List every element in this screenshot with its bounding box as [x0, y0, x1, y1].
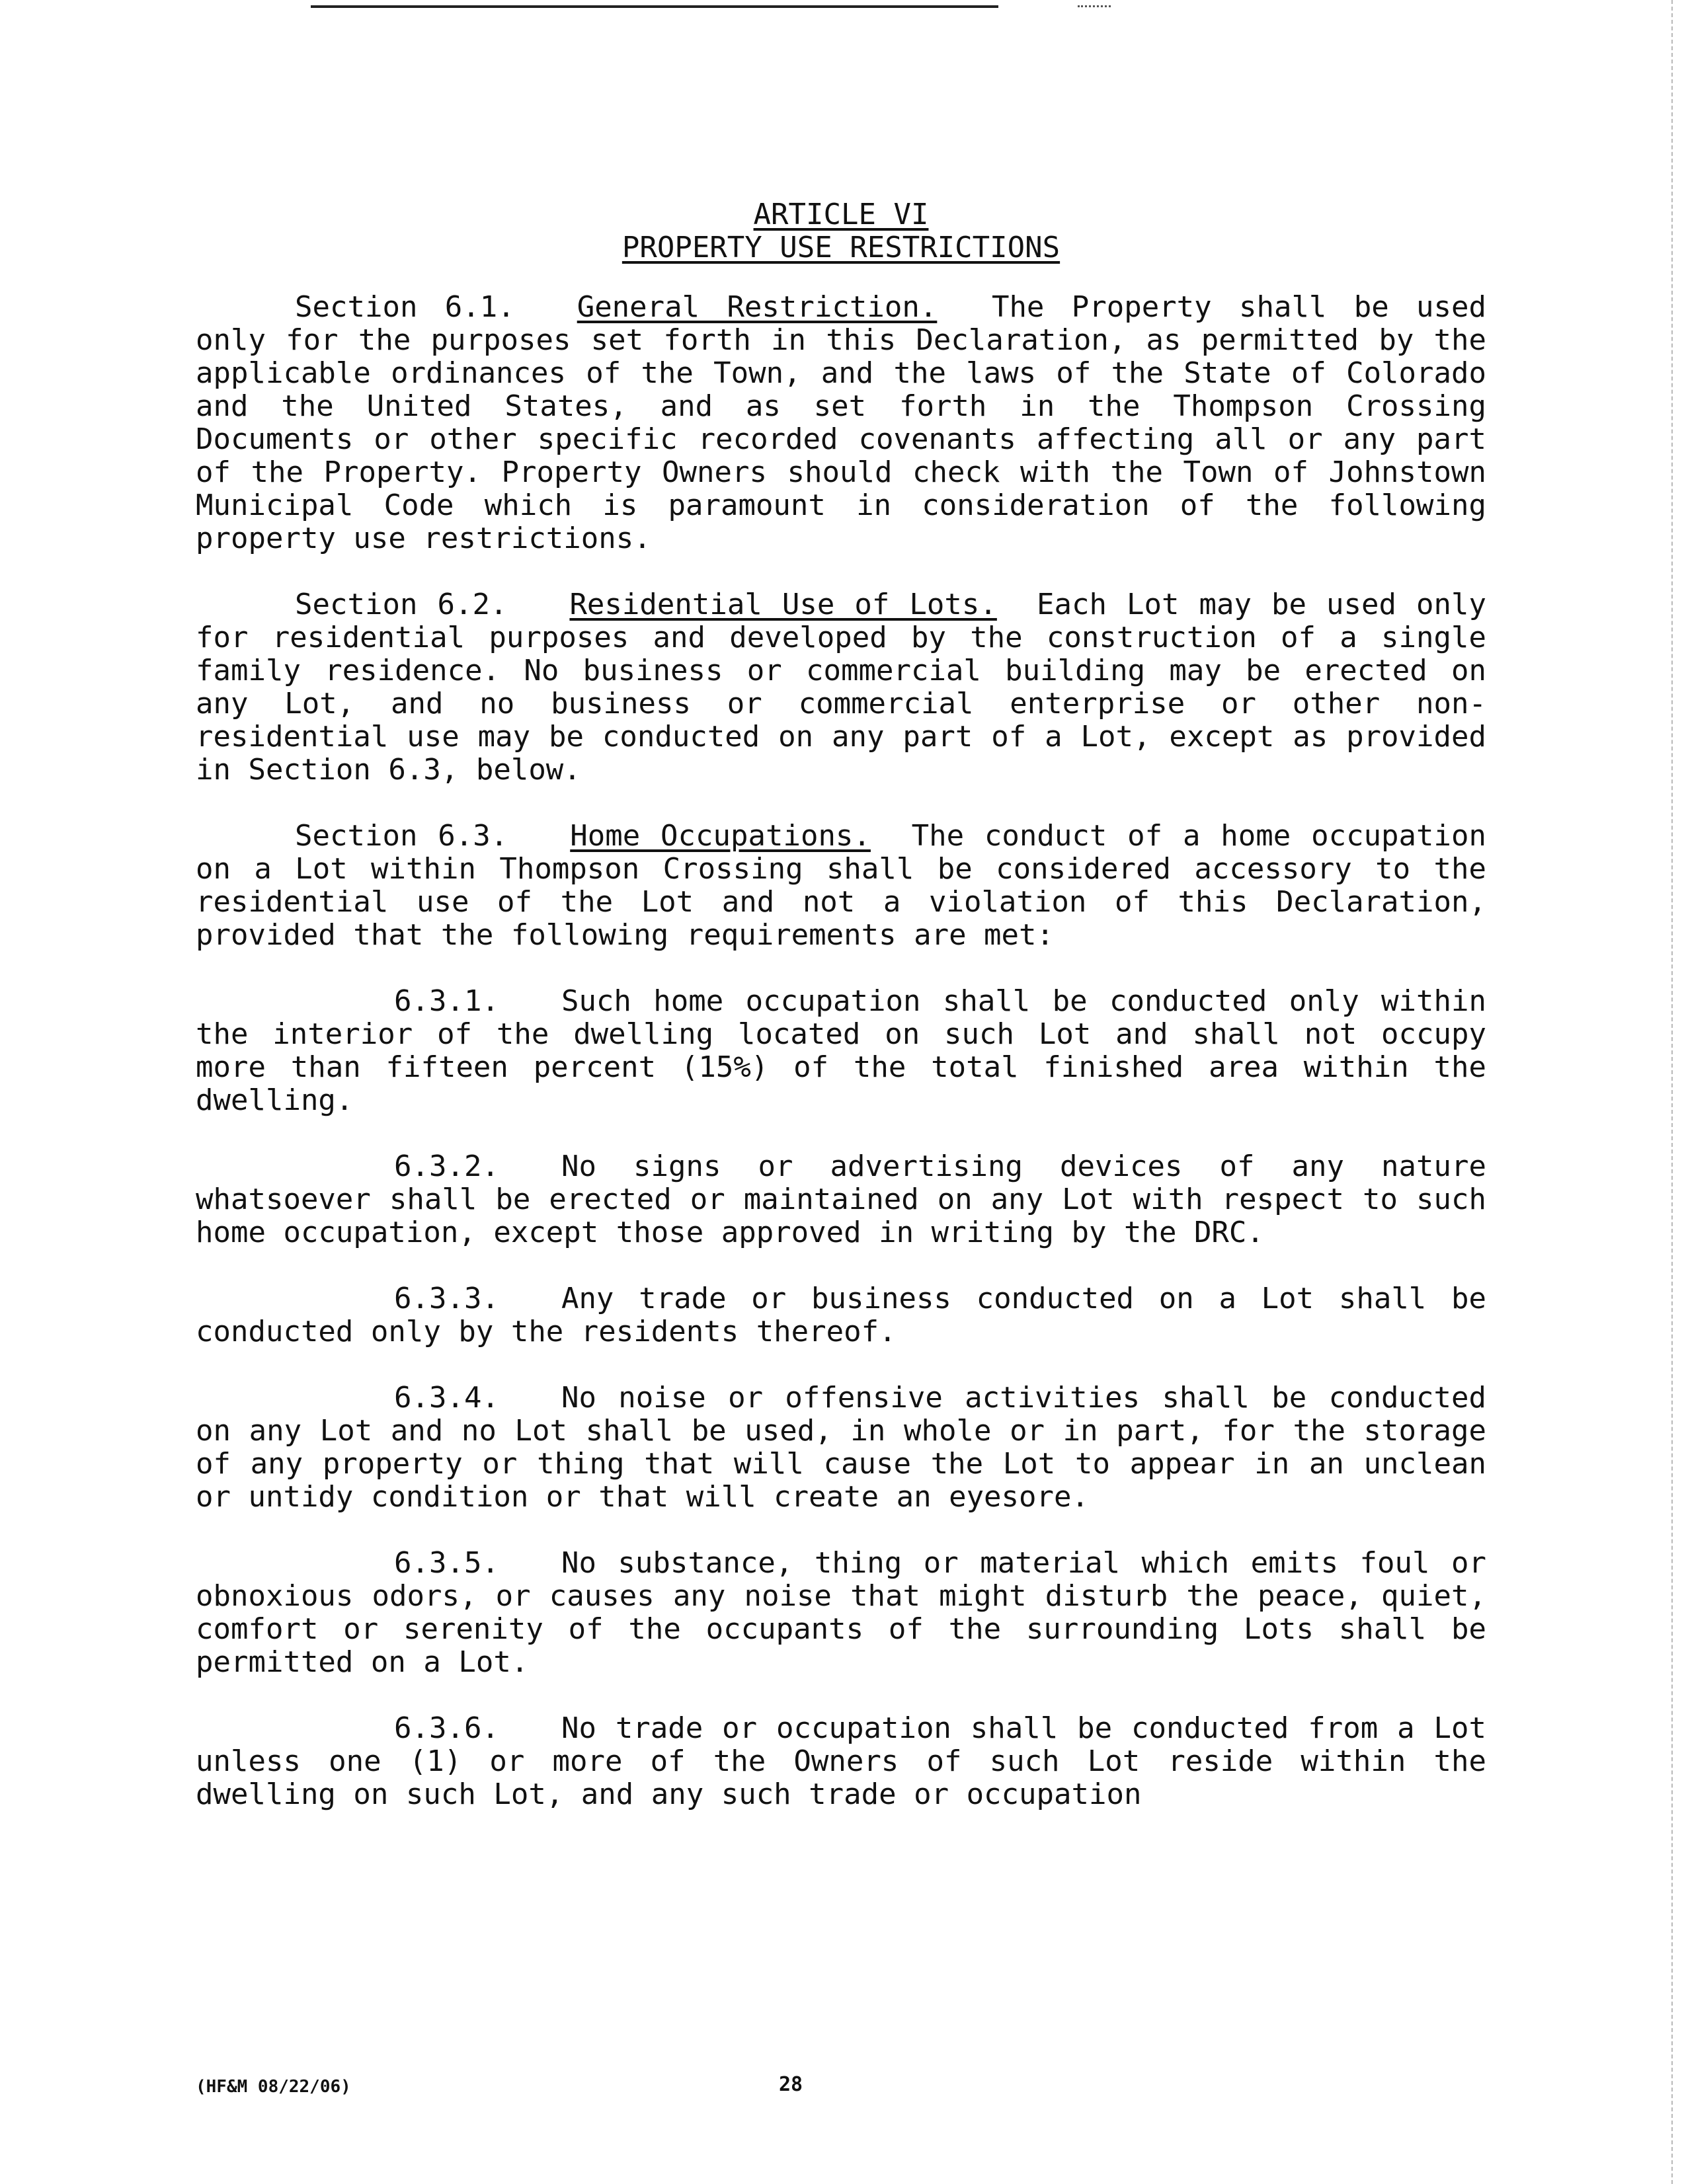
section-text: The Property shall be used only for the purposes set forth in this Declaration, as permitted by the applicable ordinances of the Town, and the laws of the State of Colorado and the United States, and as set forth in the Thompson Crossing Documents or other specific recorded covenants affecting all or any part of the Property. Property Owners should check with the Town of Johnstown Municipal Code which is paramount in consideration of the following property use restrictions.	[196, 290, 1486, 555]
article-heading	[196, 198, 1486, 264]
subsection-text: No substance, thing or material which emits foul or obnoxious odors, or causes any noise that might disturb the peace, quiet, comfort or serenity of the occupants of the surrounding Lots shall be permitted on a Lot.	[196, 1546, 1486, 1679]
section-label: Section 6.2.	[295, 588, 508, 621]
section-6-2	[196, 588, 1486, 787]
subsection-6-3-3	[196, 1282, 1486, 1348]
scan-edge	[1671, 0, 1673, 2184]
subsection-6-3-4	[196, 1382, 1486, 1514]
subsection-label: 6.3.1.	[394, 984, 499, 1018]
section-label: Section 6.3.	[295, 819, 508, 853]
subsection-label: 6.3.6.	[394, 1711, 499, 1745]
subsection-text: Such home occupation shall be conducted only within the interior of the dwelling located on such Lot and shall not occupy more than fifteen percent (15%) of the total finished area within the dwelling.	[196, 984, 1486, 1117]
section-heading: Home Occupations.	[570, 819, 871, 853]
section-6-3	[196, 820, 1486, 952]
subsection-label: 6.3.3.	[394, 1282, 499, 1315]
section-heading: General Restriction.	[577, 290, 938, 324]
subsection-text: No noise or offensive activities shall be conducted on any Lot and no Lot shall be used, in whole or in part, for the storage of any property or thing that will cause the Lot to appear in an unclean or untidy condition or that will create an eyesore.	[196, 1381, 1486, 1514]
top-rule	[311, 5, 998, 8]
article-title: PROPERTY USE RESTRICTIONS	[621, 231, 1061, 264]
document-id: (HF&M 08/22/06)	[196, 2077, 351, 2097]
subsection-6-3-6	[196, 1712, 1486, 1811]
top-rule-fragment	[1078, 5, 1111, 7]
subsection-6-3-1	[196, 985, 1486, 1117]
subsection-text: Any trade or business conducted on a Lot shall be conducted only by the residents thereof.	[196, 1282, 1486, 1348]
article-number: ARTICLE VI	[753, 198, 929, 231]
subsection-text: No trade or occupation shall be conducted from a Lot unless one (1) or more of the Owners of such Lot reside within the dwelling on such Lot, and any such trade or occupation	[196, 1711, 1486, 1811]
section-label: Section 6.1.	[295, 290, 515, 324]
section-text: The conduct of a home occupation on a Lot within Thompson Crossing shall be considered accessory to the residential use of the Lot and not a violation of this Declaration, provided that the following requirements are met:	[196, 819, 1486, 952]
subsection-6-3-2	[196, 1150, 1486, 1249]
subsection-label: 6.3.5.	[394, 1546, 499, 1580]
subsection-text: No signs or advertising devices of any nature whatsoever shall be erected or maintained on any Lot with respect to such home occupation, except those approved in writing by the DRC.	[196, 1150, 1486, 1249]
document-page	[196, 198, 1486, 1811]
section-6-1	[196, 291, 1486, 555]
section-heading: Residential Use of Lots.	[569, 588, 997, 621]
subsection-label: 6.3.4.	[394, 1381, 499, 1415]
subsection-label: 6.3.2.	[394, 1150, 499, 1183]
subsection-6-3-5	[196, 1547, 1486, 1679]
page-number: 28	[779, 2073, 803, 2096]
section-text: Each Lot may be used only for residential purposes and developed by the construction of a single family residence. No business or commercial building may be erected on any Lot, and no business or commercial enterprise or other non-residential use may be conducted on any part of a Lot, except as provided in Section 6.3, below.	[196, 588, 1486, 787]
